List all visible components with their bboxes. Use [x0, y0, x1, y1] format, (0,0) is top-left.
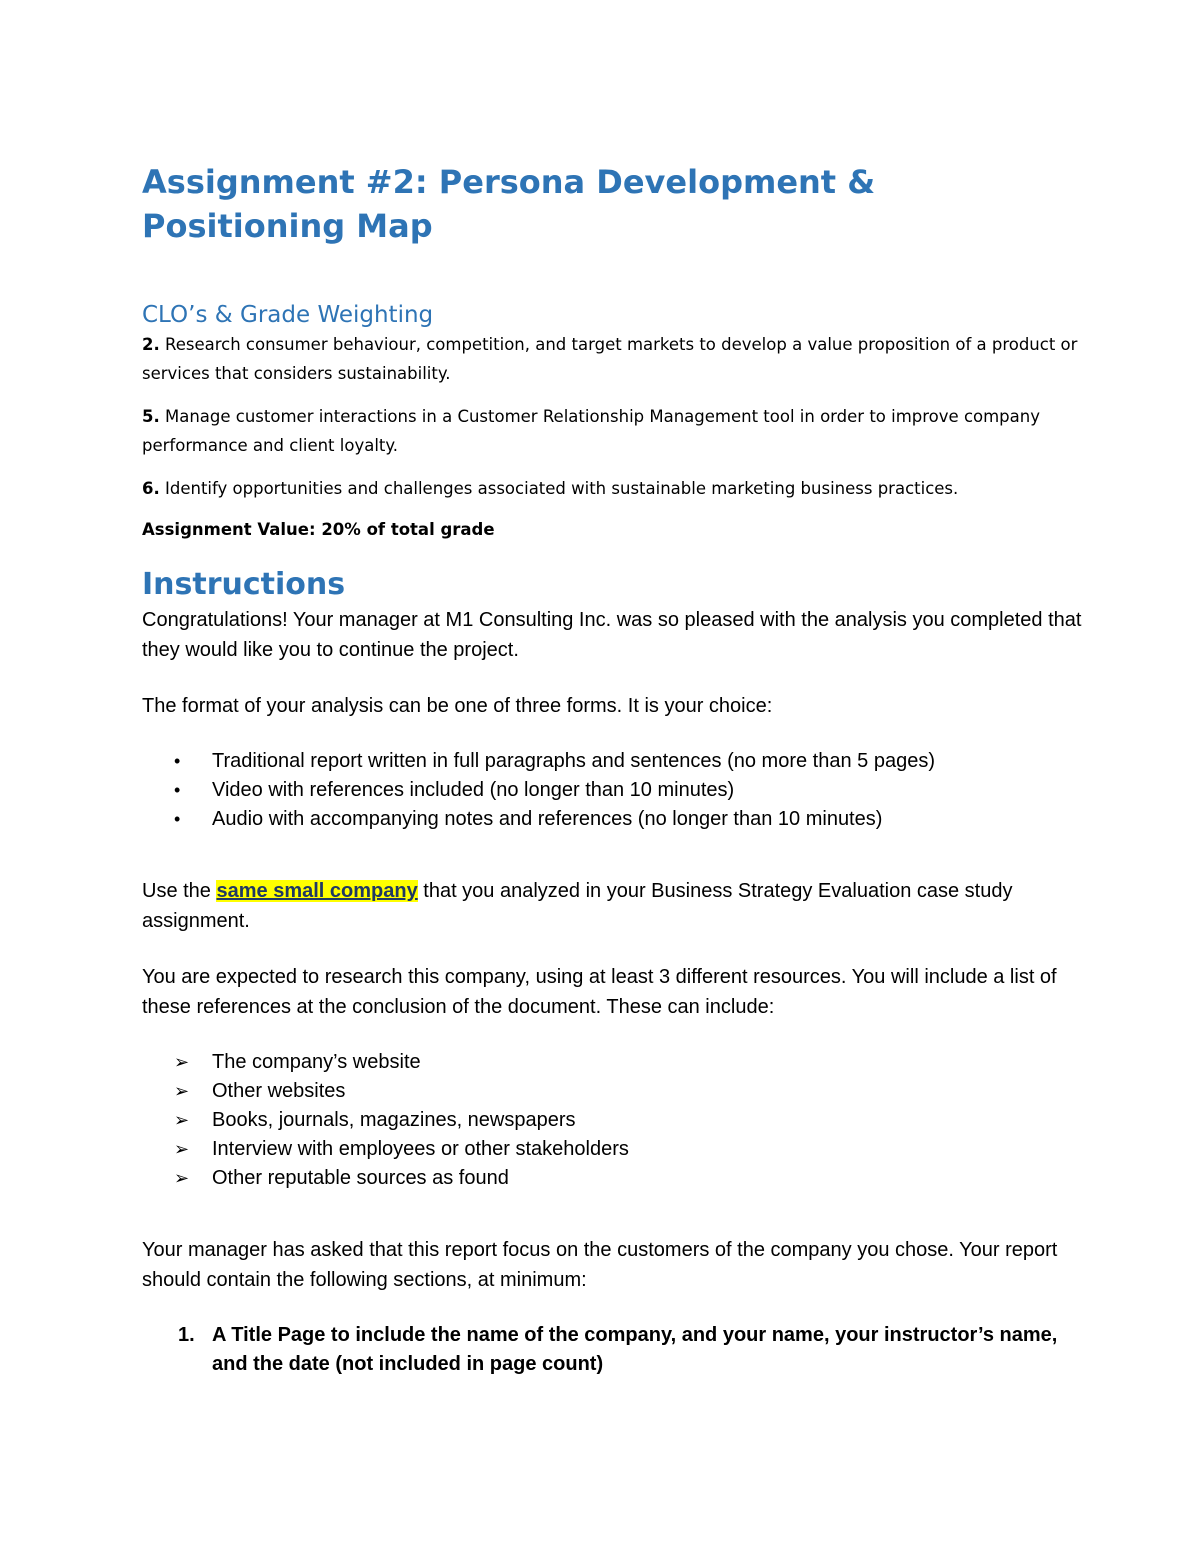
arrow-bullet-icon: ➢	[174, 1168, 190, 1189]
format-intro: The format of your analysis can be one of three forms. It is your choice:	[142, 695, 773, 717]
document-title: Assignment #2: Persona Development & Positioning Map	[142, 163, 876, 245]
clo-heading: CLO’s & Grade Weighting	[142, 302, 434, 328]
list-item	[142, 776, 1082, 805]
clo-text: Identify opportunities and challenges associated with sustainable marketing business practices.	[159, 479, 959, 498]
clo-item	[142, 474, 1082, 503]
clo-text: Manage customer interactions in a Customer Relationship Management tool in order to improve company performance and client loyalty.	[142, 407, 1040, 455]
report-paragraph: Your manager has asked that this report focus on the customers of the company you chose. Your report should contain the following sections, at minimum:	[142, 1239, 1058, 1291]
bullet-icon: •	[174, 780, 181, 800]
company-text-pre: Use the	[142, 880, 217, 902]
list-item	[142, 1106, 1082, 1135]
format-option: Video with references included (no longer than 10 minutes)	[212, 779, 735, 801]
resource-list	[142, 1048, 1082, 1193]
list-item	[142, 747, 1082, 776]
instructions-heading: Instructions	[142, 567, 346, 602]
format-option: Audio with accompanying notes and references (no longer than 10 minutes)	[212, 808, 883, 830]
list-item	[142, 1135, 1082, 1164]
sections-list	[142, 1321, 1082, 1379]
assignment-value: Assignment Value: 20% of total grade	[142, 520, 495, 539]
resource-item: The company’s website	[212, 1051, 421, 1073]
arrow-bullet-icon: ➢	[174, 1081, 190, 1102]
resource-item: Other reputable sources as found	[212, 1167, 509, 1189]
resource-item: Interview with employees or other stakeholders	[212, 1138, 629, 1160]
arrow-bullet-icon: ➢	[174, 1052, 190, 1073]
company-text-post: that you analyzed in your Business Strategy Evaluation case study assignment.	[142, 880, 1013, 932]
arrow-bullet-icon: ➢	[174, 1139, 190, 1160]
list-item	[142, 1048, 1082, 1077]
bullet-icon: •	[174, 809, 181, 829]
resource-item: Books, journals, magazines, newspapers	[212, 1109, 576, 1131]
clo-item	[142, 330, 1082, 388]
research-paragraph: You are expected to research this company, using at least 3 different resources. You will include a list of these references at the conclusion of the document. These can include:	[142, 966, 1057, 1018]
section-number: 1.	[178, 1324, 195, 1346]
list-item	[142, 1164, 1082, 1193]
intro-paragraph: Congratulations! Your manager at M1 Consulting Inc. was so pleased with the analysis you completed that they would like you to continue the project.	[142, 609, 1082, 661]
highlighted-phrase: same small company	[216, 880, 418, 902]
clo-number: 2.	[142, 335, 160, 354]
document-body	[142, 160, 1082, 1379]
section-text: A Title Page to include the name of the company, and your name, your instructor’s name, and the date (not included in page count)	[212, 1324, 1058, 1375]
clo-number: 5.	[142, 407, 160, 426]
bullet-icon: •	[174, 751, 181, 771]
arrow-bullet-icon: ➢	[174, 1110, 190, 1131]
list-item	[142, 1321, 1082, 1379]
clo-number: 6.	[142, 479, 160, 498]
resource-item: Other websites	[212, 1080, 346, 1102]
format-list	[142, 747, 1082, 834]
clo-item	[142, 402, 1082, 460]
list-item	[142, 1077, 1082, 1106]
clo-text: Research consumer behaviour, competition, and target markets to develop a value proposition of a product or services that considers sustainability.	[142, 335, 1078, 383]
company-paragraph	[142, 876, 1082, 936]
format-option: Traditional report written in full paragraphs and sentences (no more than 5 pages)	[212, 750, 935, 772]
list-item	[142, 805, 1082, 834]
